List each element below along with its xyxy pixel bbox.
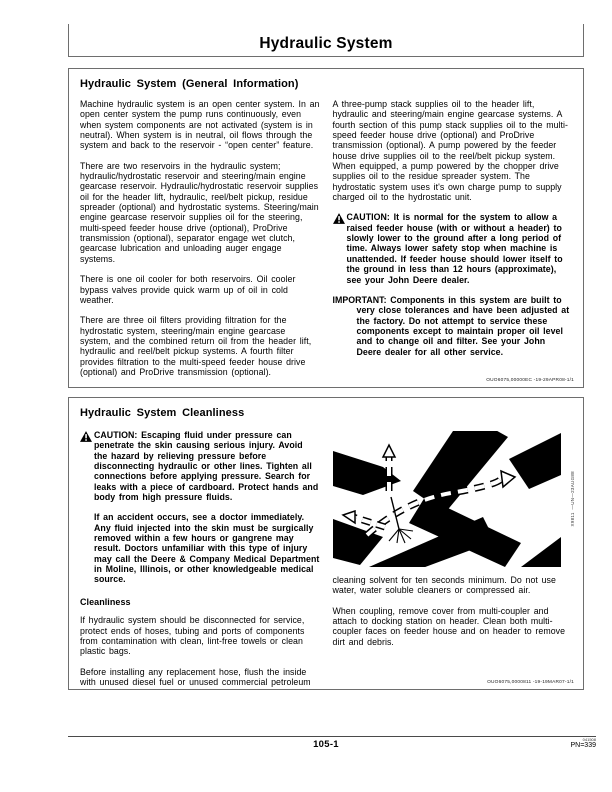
- footer-rule: [68, 736, 596, 737]
- section-cleanliness: [68, 397, 584, 690]
- paragraph: When coupling, remove cover from multi-coupler and attach to docking station on header. Clean both multi-coupler faces on feeder house and on header to remove dirt and debris.: [332, 605, 566, 647]
- important-block: IMPORTANT: Components in this system are built to very close tolerances and have been adjusted at the factory. Do not attempt to service these components except to maintain proper oil level and to change oil and filter. See your John Deere dealer for all other service.: [332, 294, 570, 357]
- figure-id-code: X9811 —UN—23AUG88: [569, 471, 575, 527]
- paragraph: There are three oil filters providing filtration for the hydrostatic system, steering/main engine gearcase system, and the combined return oil from the header lift, hydraulic and reel/belt pickup systems. A fourth filter provides filtration to the multi-speed feeder house drive (optional) and ProDrive transmission (optional).: [80, 315, 312, 377]
- fluid-injection-hazard-illustration: [333, 431, 561, 567]
- right-column: [333, 428, 573, 687]
- section-title: Hydraulic System (General Information): [80, 78, 299, 90]
- two-column-layout: [80, 99, 572, 377]
- warning-triangle-icon: [333, 213, 345, 224]
- warning-triangle-icon: [80, 431, 92, 442]
- print-code: 041508: [582, 737, 596, 742]
- two-column-layout: [80, 428, 575, 687]
- caution-text: If an accident occurs, see a doctor immediately. Any fluid injected into the skin must be surgically removed within a few hours or gangrene may result. Doctors unfamiliar with this type of injury may call the Deere & Company Medical Department in Moline, Illinois, or other knowledgeable medical source.: [94, 512, 320, 585]
- section-title: Hydraulic System Cleanliness: [80, 407, 245, 419]
- paragraph: Before installing any replacement hose, flush the inside with unused diesel fuel or unused commercial petroleum: [80, 666, 311, 687]
- paragraph: A three-pump stack supplies oil to the header lift, hydraulic and steering/main engine gearcase systems. A fourth section of this pump stack supplies oil to the multi-speed feeder house drive (optional) and ProDrive transmission (optional). A pump powered by the feeder house drive supplies oil to the reel/belt pickup system. When equipped, a pump powered by the chopper drive supplies oil to the residue spreader system. The hydrostatic system uses it's own charge pump to supply charged oil to the hydrostatic unit.: [332, 99, 569, 203]
- left-column: [80, 99, 320, 377]
- caution-text: CAUTION: It is normal for the system to allow a raised feeder house (with or without a header) to slowly lower to the ground after a long period of time. Always lower safety stop when machine is unattended. If feeder house should lower itself to the ground in less than 12 hours (approximate), see your John Deere dealer.: [346, 212, 563, 285]
- subheading: Cleanliness: [80, 596, 131, 607]
- caution-block: [333, 212, 573, 284]
- reference-code: OUO6075,00000EC -19-29APR08-1/1: [486, 378, 574, 383]
- caution-block: [80, 430, 320, 585]
- page-title: Hydraulic System: [259, 35, 393, 52]
- pn-number: PN=339: [570, 742, 596, 749]
- figure: [333, 429, 573, 569]
- section-general-information: [68, 68, 584, 388]
- reference-code: OUO6075,0000811 -19-19MAR07-1/1: [487, 680, 574, 685]
- paragraph: cleaning solvent for ten seconds minimum. Do not use water, water soluble cleaners or compressed air.: [332, 575, 556, 596]
- left-column: [80, 428, 320, 687]
- caution-text: CAUTION: Escaping fluid under pressure can penetrate the skin causing serious injury. Avoid the hazard by relieving pressure before disconnecting hydraulic or other lines. Tighten all connections before applying pressure. Search for leaks with a piece of cardboard. Protect hands and body from high pressure fluids.: [94, 430, 319, 503]
- paragraph: Machine hydraulic system is an open center system. In an open center system the pump runs continuously, even when system components are not activated (system is in neutral). When system is in neutral, oil flows through the system and back to the reservoir - “open center” feature.: [80, 99, 320, 151]
- page-header: [68, 24, 584, 57]
- paragraph: If hydraulic system should be disconnected for service, protect ends of hoses, tubing and ports of components from contamination with clean, lint-free towels or clean plastic bags.: [80, 615, 305, 657]
- right-column: [333, 99, 573, 377]
- paragraph: There is one oil cooler for both reservoirs. Oil cooler bypass valves provide quick warm up of oil in cold weather.: [80, 274, 296, 305]
- page-number: 105-1: [313, 739, 339, 750]
- paragraph: There are two reservoirs in the hydraulic system; hydraulic/hydrostatic reservoir and steering/main engine gearcase reservoir. Hydraulic/hydrostatic reservoir supplies oil for the header lift, hydraulic, reel/belt pickup, residue spreader (optional) and hydrostatic systems. Steering/main engine gearcase reservoir supplies oil for the steering, multi-speed feeder house drive (optional), ProDrive transmission (optional), separator engage wet clutch, gearcase lubrication and unloading auger engage systems.: [80, 160, 319, 264]
